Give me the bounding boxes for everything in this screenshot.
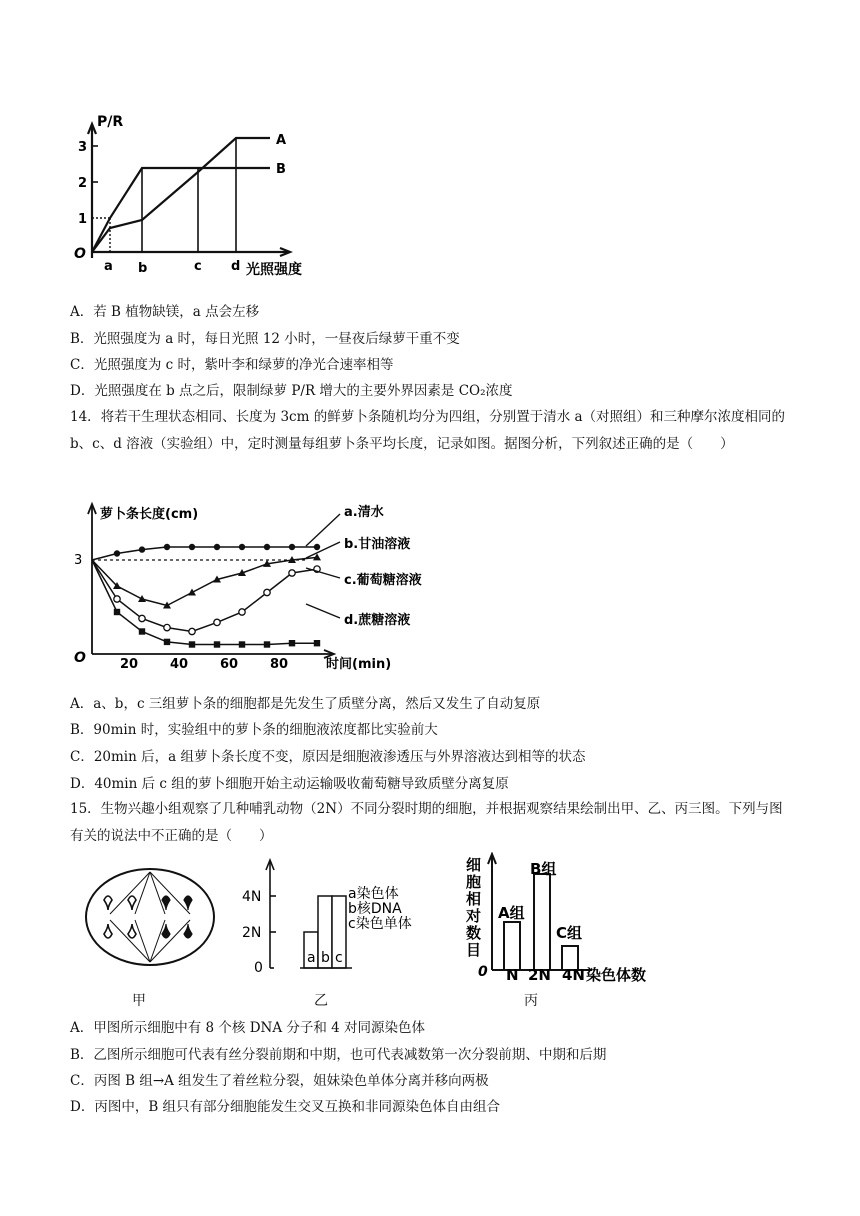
fig14-point: [314, 544, 320, 550]
fig14-point: [214, 619, 220, 625]
fig14-legend-d: d.蔗糖溶液: [344, 613, 411, 628]
fig14-xtick-60: 60: [220, 657, 239, 672]
fig14-point: [289, 570, 295, 576]
fig14-series-line-2: [92, 557, 317, 605]
fig14-point: [114, 596, 120, 602]
fig14-leader-d: [306, 604, 340, 618]
fig13-series-A: [92, 138, 270, 252]
fig14-point: [139, 615, 145, 621]
fig15-cell-diagram: [80, 862, 220, 974]
fig15c-ylabel-char: 胞: [466, 873, 482, 891]
fig14-leader-c: [306, 568, 340, 578]
fig13-origin: O: [74, 246, 86, 262]
chromosome: [128, 896, 136, 910]
fig14-xtick-20: 20: [120, 657, 139, 672]
fig14-leader-b: [306, 542, 340, 558]
fig14-point: [164, 639, 170, 645]
fig14-xtick-40: 40: [170, 657, 189, 672]
spindle-fiber: [110, 872, 150, 914]
fig15c-ylabel-char: 细: [466, 856, 482, 874]
fig13-series-label-A: A: [276, 133, 287, 148]
chromosome: [104, 896, 112, 910]
fig15c-group-c: C组: [556, 924, 583, 942]
spindle-fiber: [150, 872, 165, 914]
q14-option-a: A．a、b，c 三组萝卜条的细胞都是先发生了质壁分离，然后又发生了自动复原: [70, 696, 541, 712]
fig14-point: [214, 544, 220, 550]
fig14-point: [189, 544, 195, 550]
spindle-fiber: [150, 920, 190, 962]
cell-membrane: [86, 869, 214, 965]
fig13-xlabel: 光照强度: [246, 262, 302, 278]
fig15c-chart: [458, 852, 678, 984]
fig14-point: [189, 641, 195, 647]
fig15b-bar-label-a: a: [307, 950, 316, 966]
fig14-point: [239, 641, 245, 647]
spindle-fiber: [150, 920, 165, 962]
fig14-xtick-80: 80: [270, 657, 289, 672]
fig14-origin: O: [74, 650, 86, 666]
fig15c-ylabel-char: 数: [466, 924, 482, 942]
fig14-point: [188, 589, 196, 596]
spindle-fiber: [135, 872, 150, 914]
fig14-point: [164, 624, 170, 630]
fig14-series-group: [92, 544, 321, 648]
fig15c-ylabel-char: 对: [466, 907, 482, 925]
fig14-point: [114, 550, 120, 556]
fig15b-legend-b: b核DNA: [348, 901, 402, 917]
fig15c-xtick-n: N: [506, 966, 519, 984]
q13-option-d: D．光照强度在 b 点之后，限制绿萝 P/R 增大的主要外界因素是 CO₂浓度: [70, 383, 513, 399]
fig15c-xtick-2n: 2N: [528, 966, 551, 984]
fig14-point: [139, 628, 145, 634]
fig15c-xtick-4n: 4N: [562, 966, 585, 984]
fig14-point: [264, 641, 270, 647]
fig13-chart: [70, 108, 330, 288]
fig15c-bar-group: [504, 874, 578, 970]
chromosome: [128, 924, 136, 938]
q15-option-b: B．乙图所示细胞可代表有丝分裂前期和中期，也可代表减数第一次分裂前期、中期和后期: [70, 1047, 607, 1063]
fig15b-ytick-4n: 4N: [242, 889, 262, 905]
fig14-point: [138, 595, 146, 602]
fig13-series-B: [92, 168, 270, 252]
fig15b-legend-a: a染色体: [348, 886, 399, 902]
q15-option-a: A．甲图所示细胞中有 8 个核 DNA 分子和 4 对同源染色体: [70, 1020, 426, 1036]
fig15b-chart: [218, 850, 428, 980]
fig14-point: [164, 544, 170, 550]
fig14-leader-a: [306, 514, 340, 546]
fig15c-ylabel-char: 相: [466, 890, 482, 908]
fig15b-bar-label-c: c: [335, 950, 343, 966]
fig14-series-line-3: [92, 560, 317, 632]
fig14-point: [264, 589, 270, 595]
fig15b-bar-group: [300, 896, 352, 968]
q14-option-b: B．90min 时，实验组中的萝卜条的细胞液浓度都比实验前大: [70, 722, 438, 738]
fig14-legend-a: a.清水: [344, 505, 384, 520]
fig15c-xlabel: 染色体数: [586, 966, 647, 984]
q15-option-d: D．丙图中，B 组只有部分细胞能发生交叉互换和非同源染色体自由组合: [70, 1099, 501, 1115]
chromosome: [104, 924, 112, 938]
caption-yi: 乙: [314, 993, 328, 1009]
spindle-fiber: [150, 872, 190, 914]
fig13-ytick-3: 3: [78, 140, 88, 155]
fig15c-group-a: A组: [498, 904, 525, 922]
fig14-legend-b: b.甘油溶液: [344, 537, 411, 552]
fig13-ytick-2: 2: [78, 176, 88, 191]
fig14-chart: [70, 496, 450, 676]
fig14-point: [264, 544, 270, 550]
fig14-series-line-1: [92, 547, 317, 560]
fig14-legend-c: c.葡萄糖溶液: [344, 573, 422, 588]
fig14-point: [314, 640, 320, 646]
fig13-xtick-b: b: [138, 261, 148, 276]
fig15b-legend-c: c染色单体: [348, 916, 412, 932]
q15-stem: 15．生物兴趣小组观察了几种哺乳动物（2N）不同分裂时期的细胞，并根据观察结果绘制出甲、乙、丙三图。下列与图有关的说法中不正确的是（ ）: [70, 801, 783, 844]
fig15c-group-b: B组: [530, 860, 557, 878]
fig15b-ytick-0: 0: [254, 960, 263, 976]
fig14-point: [189, 628, 195, 634]
fig14-point: [289, 640, 295, 646]
fig14-point: [214, 641, 220, 647]
fig13-ytick-1: 1: [78, 212, 88, 227]
spindle-fiber: [110, 920, 150, 962]
fig14-point: [139, 546, 145, 552]
fig14-point: [114, 609, 120, 615]
chromosome: [184, 924, 192, 938]
caption-jia: 甲: [132, 993, 146, 1009]
q13-option-b: B．光照强度为 a 时，每日光照 12 小时，一昼夜后绿萝干重不变: [70, 331, 460, 347]
fig15b-bar-label-b: b: [321, 950, 330, 966]
fig13-series-label-B: B: [276, 162, 286, 177]
fig15b-ytick-2n: 2N: [242, 925, 262, 941]
fig14-point: [239, 609, 245, 615]
fig14-ylabel: 萝卜条长度(cm): [100, 507, 199, 522]
spindle-fiber: [135, 920, 150, 962]
fig14-xlabel: 时间(min): [326, 657, 392, 672]
q14-stem: 14．将若干生理状态相同、长度为 3cm 的鲜萝卜条随机均分为四组，分别置于清水 a（对照组）和三种摩尔浓度相同的 b、c、d 溶液（实验组）中，定时测量每组萝卜条平均长度，记录如图。据图分析，下列叙述正确的是（ ）: [70, 409, 786, 452]
q14-option-c: C．20min 后，a 组萝卜条长度不变，原因是细胞液渗透压与外界溶液达到相等的状态: [70, 749, 586, 765]
fig14-series-line-4: [92, 560, 317, 645]
fig14-point: [239, 544, 245, 550]
q13-option-a: A．若 B 植物缺镁，a 点会左移: [70, 304, 260, 320]
fig13-xtick-c: c: [194, 259, 202, 274]
fig15c-bar-N: [504, 922, 520, 970]
q14-option-d: D．40min 后 c 组的萝卜细胞开始主动运输吸收葡萄糖导致质壁分离复原: [70, 776, 509, 792]
fig15c-bar-2N: [534, 874, 550, 970]
fig15c-origin: 0: [478, 964, 488, 980]
fig15c-ylabel-char: 目: [466, 941, 482, 959]
fig14-point: [289, 544, 295, 550]
chromosome: [184, 896, 192, 910]
q15-option-c: C．丙图 B 组→A 组发生了着丝粒分裂，姐妹染色单体分离并移向两极: [70, 1073, 489, 1089]
fig13-xtick-d: d: [231, 259, 241, 274]
fig14-ytick-3: 3: [74, 553, 83, 568]
fig13-xtick-a: a: [104, 259, 113, 274]
q13-option-c: C．光照强度为 c 时，紫叶李和绿萝的净光合速率相等: [70, 357, 394, 373]
caption-bing: 丙: [524, 993, 538, 1009]
fig13-ylabel: P/R: [97, 114, 124, 130]
